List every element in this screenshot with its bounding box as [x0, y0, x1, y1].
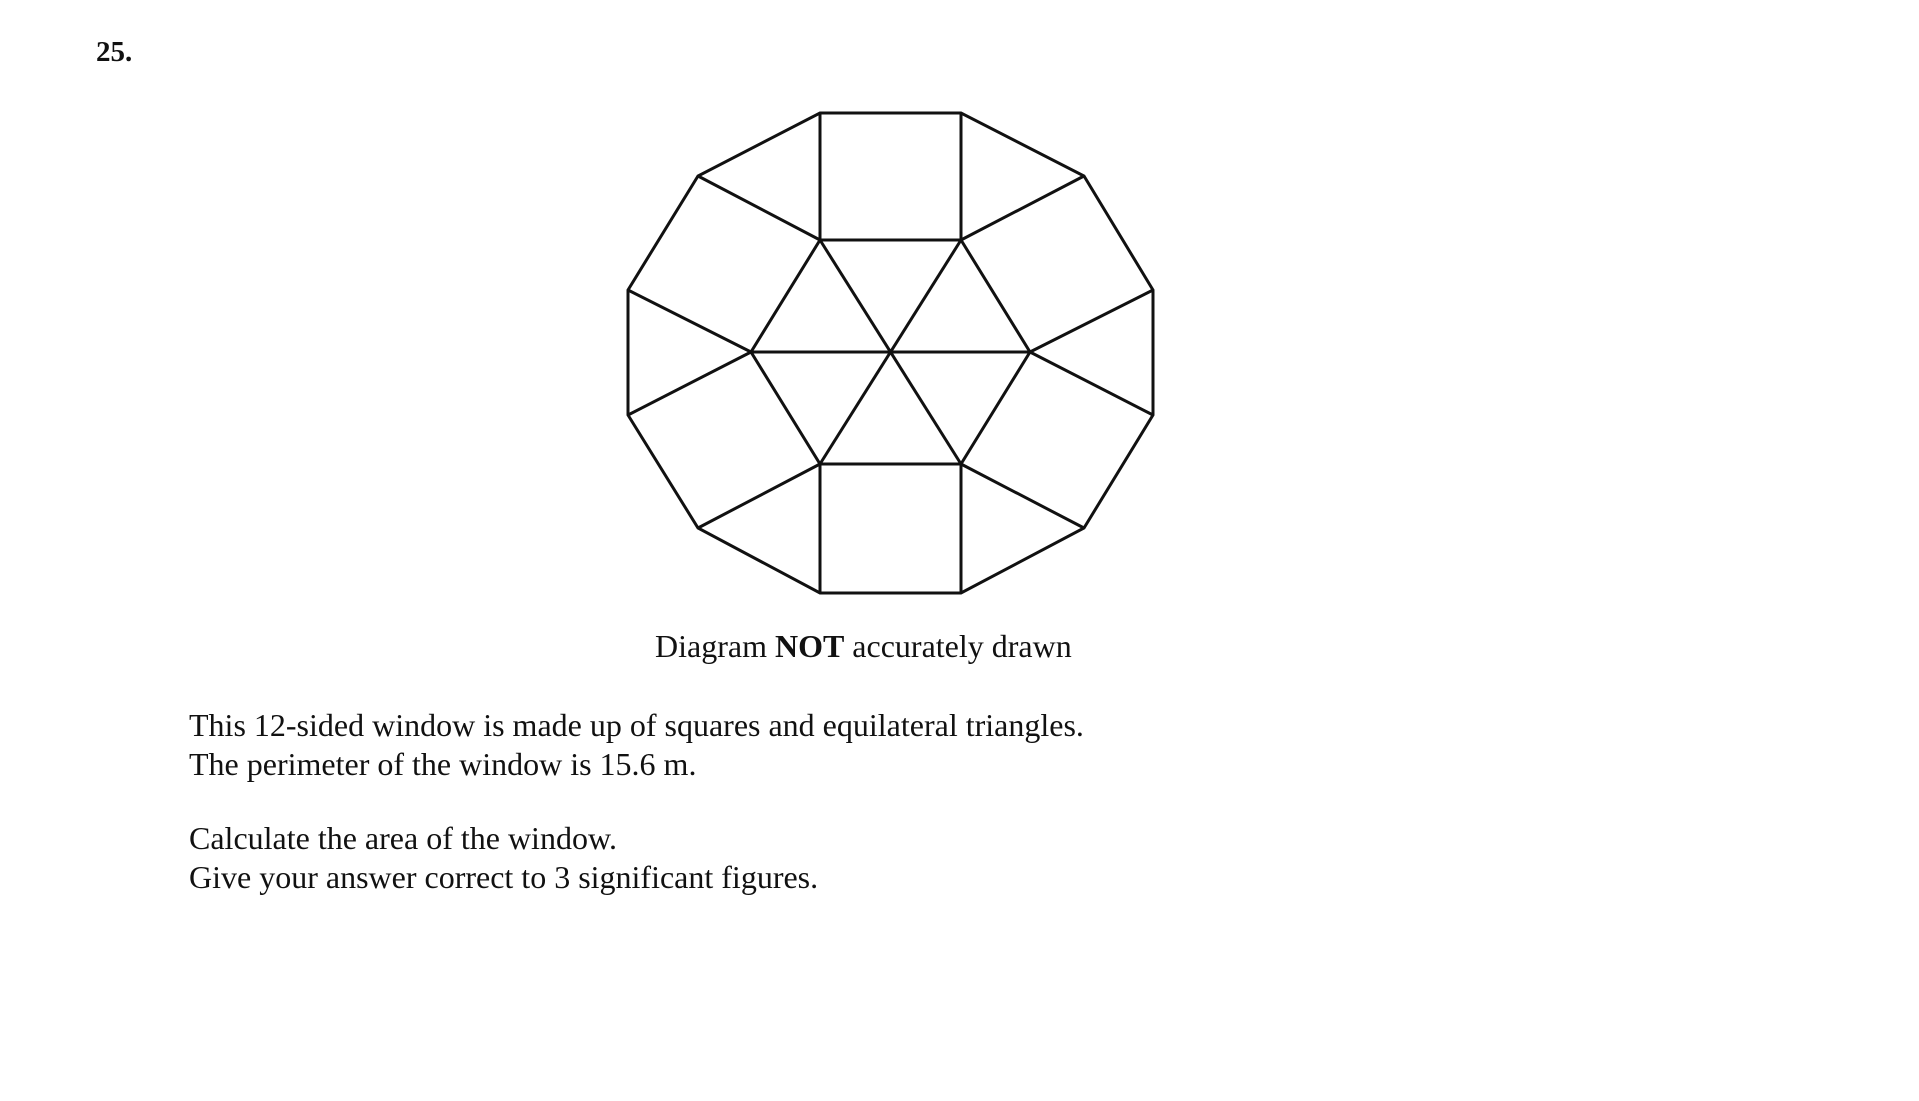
caption-emphasis: NOT — [774, 628, 845, 664]
question-line: Give your answer correct to 3 significant figures. — [189, 859, 819, 895]
spoke-edge — [698, 464, 820, 528]
spoke-edge — [698, 176, 820, 240]
question-line: The perimeter of the window is 15.6 m. — [189, 746, 697, 782]
question-line: This 12-sided window is made up of squares and equilateral triangles. — [189, 707, 1084, 743]
diagram-caption — [655, 630, 1072, 662]
spoke-edge — [1030, 290, 1153, 352]
spoke-edge — [1030, 352, 1153, 415]
question-number: 25. — [96, 36, 133, 68]
caption-text: Diagram — [655, 628, 767, 664]
spoke-edge — [628, 352, 751, 415]
question-line: Calculate the area of the window. — [189, 820, 617, 856]
caption-text: accurately drawn — [852, 628, 1072, 664]
spoke-edge — [961, 464, 1084, 528]
spoke-edge — [628, 290, 751, 352]
spoke-edge — [961, 176, 1084, 240]
